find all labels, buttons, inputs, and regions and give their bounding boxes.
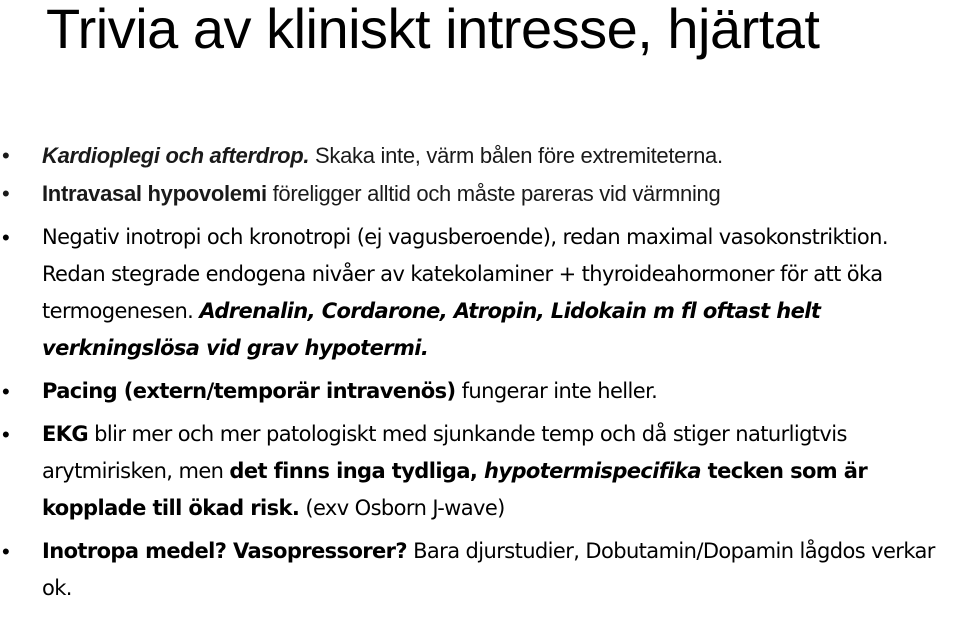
bullet-marker: •: [2, 379, 10, 404]
bullet-emphasis: hypotermispecifika: [484, 459, 701, 483]
bullet-text: (exv Osborn J-wave): [299, 496, 505, 520]
bullet-text: Negativ inotropi och kronotropi (ej vagusberoende), redan maximal vasokonstriktion. Redan stegrade endogena nivåer av katekolaminer + thyroideahormoner för att öka termogenesen.: [42, 225, 888, 323]
bullet-pacing: [0, 373, 960, 410]
bullet-text: föreligger alltid och måste pareras vid värmning: [266, 181, 721, 206]
bullet-text: blir mer och mer patologiskt med sjunkande temp och då stiger naturligtvis arytmirisken, men: [42, 422, 847, 483]
bullet-emphasis: Adrenalin, Cordarone, Atropin, Lidokain m fl oftast helt verkningslösa vid grav hypotermi.: [42, 299, 821, 360]
bullet-marker: •: [2, 181, 10, 206]
bullet-inotropi: [0, 219, 960, 367]
bullet-list: [0, 137, 960, 607]
bullet-emphasis: Kardioplegi och afterdrop.: [42, 143, 310, 168]
bullet-emphasis: Pacing (extern/temporär intravenös): [42, 379, 456, 403]
bullet-marker: •: [2, 539, 10, 564]
bullet-ekg: [0, 416, 960, 527]
bullet-marker: •: [2, 143, 10, 168]
bullet-emphasis: Inotropa medel? Vasopressorer?: [42, 539, 408, 563]
bullet-marker: •: [2, 422, 10, 447]
bullet-marker: •: [2, 225, 10, 250]
bullet-emphasis: EKG: [42, 422, 89, 446]
bullet-emphasis: det finns inga tydliga,: [229, 459, 485, 483]
bullet-text: fungerar inte heller.: [455, 379, 658, 403]
bullet-inotropa-medel: [0, 533, 960, 607]
bullet-text: Skaka inte, värm bålen före extremiteterna.: [309, 143, 723, 168]
bullet-emphasis: tecken som är kopplade till ökad risk.: [42, 459, 868, 520]
bullet-kardioplegi: [0, 137, 960, 175]
bullet-hypovolemi: [0, 175, 960, 213]
slide-title: Trivia av kliniskt intresse, hjärtat: [46, 0, 820, 60]
bullet-emphasis: Intravasal hypovolemi: [42, 181, 267, 206]
bullet-text: Bara djurstudier, Dobutamin/Dopamin lågdos verkar ok.: [42, 539, 935, 600]
